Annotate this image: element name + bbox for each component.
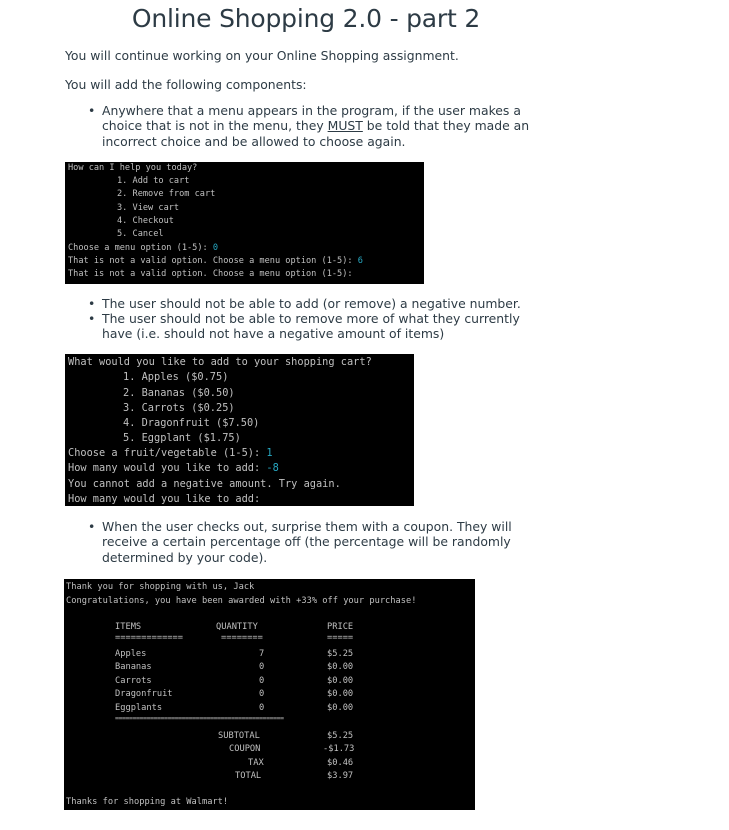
user-input: 1 — [266, 447, 273, 459]
item-name: Bananas — [115, 662, 152, 672]
terminal-line — [68, 462, 279, 474]
terminal-checkout-receipt — [64, 579, 475, 810]
item-quantity: 0 — [259, 662, 265, 672]
terminal-line: How many would you like to add: — [68, 493, 261, 505]
item-quantity: 0 — [259, 676, 265, 686]
coupon-label: COUPON — [229, 744, 261, 754]
bullet-text-end: be told that they made an incorrect choice and be allowed to choose again. — [102, 118, 530, 149]
item-price: $0.00 — [327, 703, 354, 713]
header-rule: ===== — [327, 633, 354, 643]
terminal-line — [68, 243, 218, 253]
item-quantity: 0 — [259, 689, 265, 699]
item-price: $0.00 — [327, 689, 354, 699]
separator-rule: ================================================ — [115, 714, 284, 722]
menu-item: 5. Cancel — [117, 229, 164, 239]
terminal-line — [68, 447, 273, 459]
column-header-price: PRICE — [327, 622, 354, 632]
menu-item: 1. Add to cart — [117, 176, 190, 186]
prompt-text: Choose a menu option (1-5): — [68, 243, 213, 253]
tax-value: $0.46 — [327, 758, 354, 768]
menu-item: 3. View cart — [117, 203, 180, 213]
item-quantity: 7 — [259, 649, 265, 659]
terminal-line: That is not a valid option. Choose a menu option (1-5): — [68, 269, 353, 279]
bullet-remove-limit: • The user should not be able to remove more of what they currently have (i.e. should not have a negative amount of items) — [102, 311, 552, 342]
terminal-line: You cannot add a negative amount. Try again. — [68, 478, 341, 490]
terminal-footer: Thanks for shopping at Walmart! — [66, 797, 229, 807]
user-input: 0 — [212, 243, 219, 253]
item-name: Carrots — [115, 676, 152, 686]
tax-label: TAX — [248, 758, 264, 768]
item-name: Eggplants — [115, 703, 163, 713]
prompt-text: How many would you like to add: — [68, 462, 267, 474]
terminal-line: What would you like to add to your shopping cart? — [68, 356, 372, 368]
user-input: -8 — [266, 462, 279, 474]
item-price: $5.25 — [327, 649, 354, 659]
terminal-line: Congratulations, you have been awarded with +33% off your purchase! — [66, 596, 417, 606]
must-emphasis: MUST — [327, 118, 363, 134]
terminal-menu-example — [65, 162, 424, 284]
subtotal-value: $5.25 — [327, 731, 354, 741]
intro-paragraph: You will continue working on your Online Shopping assignment. — [65, 48, 459, 63]
terminal-add-example — [65, 354, 414, 506]
menu-item: 4. Dragonfruit ($7.50) — [123, 417, 260, 429]
terminal-line — [68, 256, 363, 266]
prompt-text: That is not a valid option. Choose a menu option (1-5): — [68, 256, 358, 266]
bullet-menu-validation — [102, 103, 552, 149]
item-name: Apples — [115, 649, 147, 659]
total-label: TOTAL — [235, 771, 262, 781]
menu-item: 4. Checkout — [117, 216, 174, 226]
bullet-negative-number: • The user should not be able to add (or remove) a negative number. — [102, 296, 552, 311]
prompt-text: Choose a fruit/vegetable (1-5): — [68, 447, 267, 459]
user-input: 6 — [357, 256, 363, 266]
menu-item: 5. Eggplant ($1.75) — [123, 432, 241, 444]
item-quantity: 0 — [259, 703, 265, 713]
header-rule: ============= — [115, 633, 183, 643]
coupon-value: -$1.73 — [323, 744, 355, 754]
item-price: $0.00 — [327, 662, 354, 672]
column-header-quantity: QUANTITY — [216, 622, 258, 632]
page-title: Online Shopping 2.0 - part 2 — [131, 4, 481, 33]
components-paragraph: You will add the following components: — [65, 77, 307, 92]
terminal-line: How can I help you today? — [68, 163, 198, 173]
item-name: Dragonfruit — [115, 689, 173, 699]
bullet-coupon: • When the user checks out, surprise them with a coupon. They will receive a certain percentage off (the percentage will be randomly determined by your code). — [102, 519, 552, 565]
menu-item: 2. Bananas ($0.50) — [123, 387, 235, 399]
menu-item: 3. Carrots ($0.25) — [123, 402, 235, 414]
header-rule: ======== — [221, 633, 263, 643]
menu-item: 1. Apples ($0.75) — [123, 371, 229, 383]
menu-item: 2. Remove from cart — [117, 189, 216, 199]
column-header-items: ITEMS — [115, 622, 142, 632]
total-value: $3.97 — [327, 771, 354, 781]
bullet-text: Anywhere that a menu appears in the program, if the user makes a choice that is not in the menu, they — [102, 103, 521, 134]
terminal-line: Thank you for shopping with us, Jack — [66, 582, 255, 592]
item-price: $0.00 — [327, 676, 354, 686]
subtotal-label: SUBTOTAL — [218, 731, 260, 741]
